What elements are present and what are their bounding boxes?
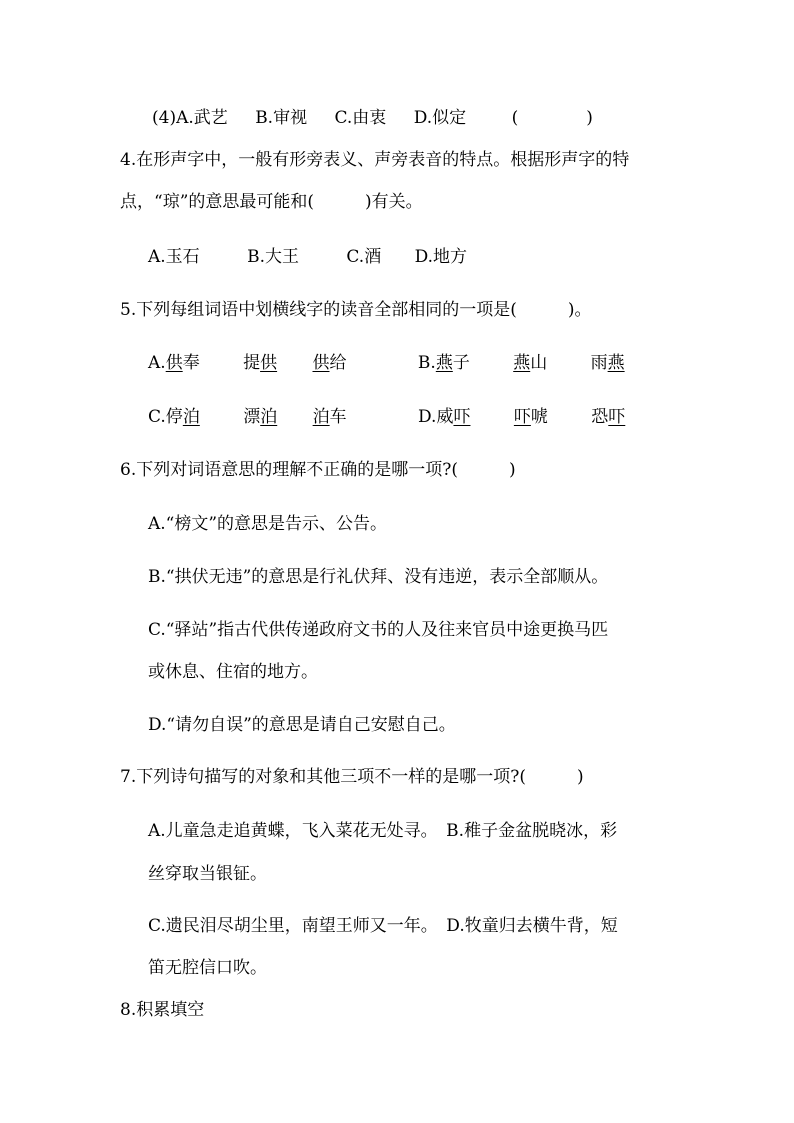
q3-4-option-c: C.由衷 xyxy=(334,108,387,128)
q7-options-ab-line2: 丝穿取当银钲。 xyxy=(148,864,267,884)
q5-option-d-label: D.威 xyxy=(418,407,454,427)
q8-heading: 8.积累填空 xyxy=(120,1000,205,1020)
q5-a-underlined-char: 供 xyxy=(165,353,183,373)
q5-b-char: 山 xyxy=(530,353,548,373)
q4-option-a: A.玉石 xyxy=(148,247,200,267)
q5-option-c-label: C.停 xyxy=(148,407,183,427)
q5-a-char: 给 xyxy=(329,353,347,373)
q5-c-underlined-char: 泊 xyxy=(182,407,200,427)
q4-stem-line1: 4.在形声字中，一般有形旁表义、声旁表音的特点。根据形声字的特 xyxy=(120,150,630,170)
q5-b-underlined-char: 燕 xyxy=(513,353,531,373)
q7-options-ab-line1: A.儿童急走追黄蝶，飞入菜花无处寻。 B.稚子金盆脱晓冰，彩 xyxy=(148,821,618,841)
q7-options-cd-line2: 笛无腔信口吹。 xyxy=(148,958,267,978)
q5-options-cd xyxy=(148,405,625,429)
q5-options-ab xyxy=(148,351,625,375)
q5-d-char: 唬 xyxy=(530,407,548,427)
q5-d-underlined-char: 吓 xyxy=(513,407,531,427)
q4-stem-line2: 点，“琼”的意思最可能和( )有关。 xyxy=(120,192,423,212)
q5-d-char: 恐 xyxy=(591,407,609,427)
q5-a-char: 奉 xyxy=(182,353,200,373)
q6-option-d: D.“请勿自误”的意思是请自己安慰自己。 xyxy=(148,715,456,735)
q7-options-cd-line1: C.遗民泪尽胡尘里，南望王师又一年。 D.牧童归去横牛背，短 xyxy=(148,916,618,936)
q4-options xyxy=(148,245,467,269)
q5-d-underlined-char: 吓 xyxy=(608,407,626,427)
q4-option-c: C.酒 xyxy=(346,247,382,267)
q5-b-char: 子 xyxy=(452,353,470,373)
q5-a-char: 提 xyxy=(243,353,261,373)
q6-option-c-line2: 或休息、住宿的地方。 xyxy=(148,662,318,682)
q3-4-number: (4) xyxy=(152,108,177,128)
q3-4-option-a: A.武艺 xyxy=(176,108,228,128)
q5-d-underlined-char: 吓 xyxy=(453,407,471,427)
q5-c-underlined-char: 泊 xyxy=(260,407,278,427)
q5-c-underlined-char: 泊 xyxy=(312,407,330,427)
q5-b-underlined-char: 燕 xyxy=(607,353,625,373)
q3-4-option-d: D.似定 xyxy=(413,108,467,128)
q6-option-b: B.“拱伏无违”的意思是行礼伏拜、没有违逆，表示全部顺从。 xyxy=(148,567,609,587)
q6-option-a: A.“榜文”的意思是告示、公告。 xyxy=(148,514,388,534)
q5-b-underlined-char: 燕 xyxy=(435,353,453,373)
q5-c-char: 漂 xyxy=(243,407,261,427)
q6-stem: 6.下列对词语意思的理解不正确的是哪一项?( ) xyxy=(120,460,516,480)
q5-c-char: 车 xyxy=(329,407,347,427)
q3-4-option-b: B.审视 xyxy=(255,108,308,128)
q4-option-b: B.大王 xyxy=(247,247,299,267)
q3-4-answer-paren: ( ) xyxy=(511,108,593,128)
q5-option-a-label: A. xyxy=(148,353,166,373)
q5-a-underlined-char: 供 xyxy=(312,353,330,373)
q7-stem: 7.下列诗句描写的对象和其他三项不一样的是哪一项?( ) xyxy=(120,767,584,787)
q5-stem: 5.下列每组词语中划横线字的读音全部相同的一项是( )。 xyxy=(120,300,592,320)
q5-b-char: 雨 xyxy=(590,353,608,373)
q5-a-underlined-char: 供 xyxy=(260,353,278,373)
q6-option-c-line1: C.“驿站”指古代供传递政府文书的人及往来官员中途更换马匹 xyxy=(148,620,609,640)
q4-option-d: D.地方 xyxy=(414,247,468,267)
q5-option-b-label: B. xyxy=(417,353,436,373)
q3-4-options xyxy=(152,106,593,130)
